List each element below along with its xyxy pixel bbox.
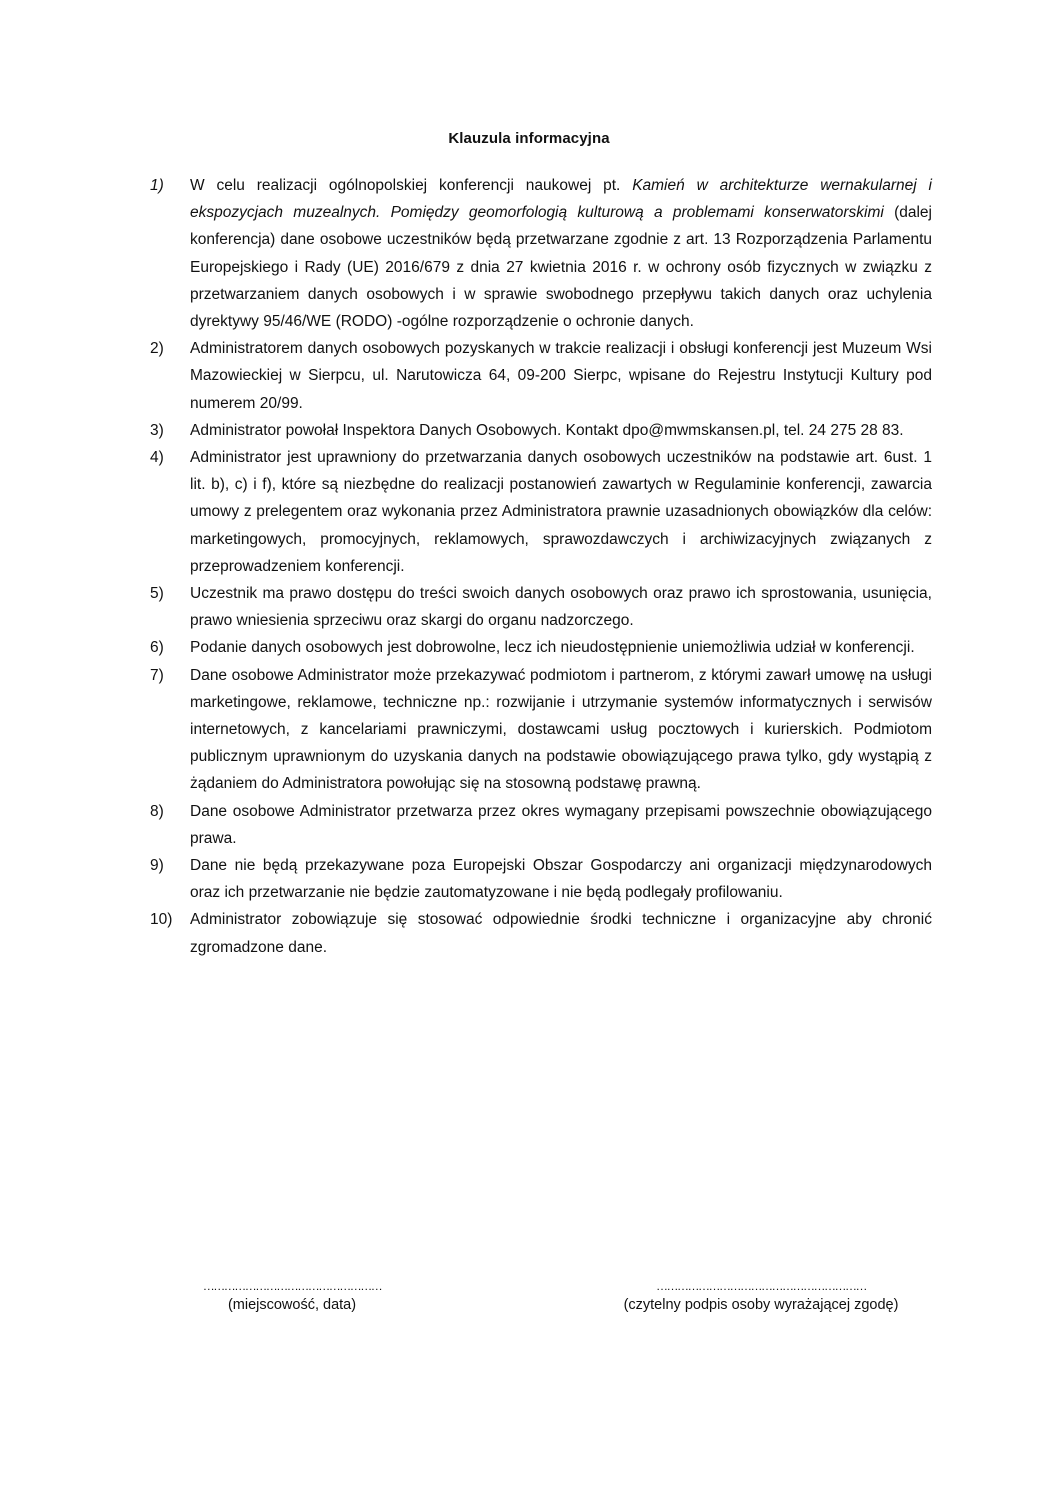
clause-text-segment: Administrator zobowiązuje się stosować odpowiednie środki techniczne i organizacyjne aby chronić zgromadzone dane. <box>190 911 932 956</box>
clause-item <box>150 444 932 580</box>
signature-line: …………………………………………… <box>202 1279 382 1293</box>
clause-text <box>190 444 932 580</box>
clause-text-segment: Uczestnik ma prawo dostępu do treści swoich danych osobowych oraz prawo ich sprostowania, usunięcia, prawo wniesienia sprzeciwu oraz skargi do organu nadzorczego. <box>190 585 932 630</box>
clause-text-segment: Administrator jest uprawniony do przetwarzania danych osobowych uczestników na podstawie art. 6ust. 1 lit. b), c) i f), które są niezbędne do realizacji postanowień zawartych w Regulaminie konferencji, zawarcia umowy z prelegentem oraz wykonania przez Administratora prawnie uzasadnionych obowiązków dla celów: marketingowych, promocyjnych, reklamowych, sprawozdawczych i archiwizacyjnych związanych z przeprowadzeniem konferencji. <box>190 449 932 575</box>
clause-text-segment: W celu realizacji ogólnopolskiej konferencji naukowej pt. <box>190 177 633 194</box>
clause-number: 2) <box>150 340 164 358</box>
clause-text <box>190 906 932 960</box>
clause-number: 4) <box>150 449 164 467</box>
clause-text <box>190 580 932 634</box>
clause-text <box>190 798 932 852</box>
clause-number: 9) <box>150 857 164 875</box>
clause-item <box>150 662 932 798</box>
clause-item <box>150 172 932 335</box>
signature-place-date <box>192 1279 392 1313</box>
clause-item <box>150 417 932 444</box>
clause-italic-text: Kamień w architekturze wernakularnej i ekspozycjach muzealnych. Pomiędzy geomorfologią kulturową a problemami konserwatorskimi <box>190 177 932 222</box>
clause-number: 6) <box>150 639 164 657</box>
clause-item <box>150 798 932 852</box>
clause-item <box>150 906 932 960</box>
clause-item <box>150 580 932 634</box>
signature-label: (czytelny podpis osoby wyrażającej zgodę) <box>623 1297 899 1313</box>
clause-item <box>150 634 932 661</box>
clause-number: 8) <box>150 802 164 820</box>
clause-text-segment: Administrator powołał Inspektora Danych Osobowych. Kontakt dpo@mwmskansen.pl, tel. 24 275 28 83. <box>190 421 904 439</box>
signature-label: (miejscowość, data) <box>227 1297 357 1313</box>
clause-text <box>190 634 932 661</box>
clause-text-segment: (dalej konferencja) dane osobowe uczestników będą przetwarzane zgodnie z art. 13 Rozporządzenia Parlamentu Europejskiego i Rady (UE) 2016/679 z dnia 27 kwietnia 2016 r. w ochrony osób fizycznych w związku z przetwarzaniem danych osobowych i w sprawie swobodnego przepływu takich danych oraz uchylenia dyrektywy 95/46/WE (RODO) -ogólne rozporządzenie o ochronie danych. <box>190 204 932 331</box>
clause-item <box>150 852 932 906</box>
clause-number: 5) <box>150 585 164 603</box>
clause-item <box>150 335 932 417</box>
signature-line: …………………………………………………… <box>656 1279 866 1293</box>
clause-list <box>150 172 932 961</box>
clause-text <box>190 335 932 417</box>
clause-text-segment: Administratorem danych osobowych pozyskanych w trakcie realizacji i obsługi konferencji jest Muzeum Wsi Mazowieckiej w Sierpcu, ul. Narutowicza 64, 09-200 Sierpc, wpisane do Rejestru Instytucji Kultury pod numerem 20/99. <box>190 340 932 412</box>
clause-number: 1) <box>150 177 164 194</box>
document-title: Klauzula informacyjna <box>448 130 610 147</box>
clause-number: 10) <box>150 911 173 929</box>
clause-text <box>190 172 932 335</box>
clause-number: 3) <box>150 421 164 439</box>
clause-text-segment: Dane osobowe Administrator przetwarza przez okres wymagany przepisami powszechnie obowiązującego prawa. <box>190 802 932 847</box>
clause-text <box>190 662 932 798</box>
clause-text-segment: Podanie danych osobowych jest dobrowolne, lecz ich nieudostępnienie uniemożliwia udział w konferencji. <box>190 639 915 657</box>
clause-number: 7) <box>150 666 164 684</box>
clause-text <box>190 852 932 906</box>
clause-text-segment: Dane nie będą przekazywane poza Europejski Obszar Gospodarczy ani organizacji międzynarodowych oraz ich przetwarzanie nie będzie zautomatyzowane i nie będą podlegały profilowaniu. <box>190 857 932 902</box>
signature-consent <box>600 1279 922 1313</box>
clause-text <box>190 417 932 444</box>
clause-text-segment: Dane osobowe Administrator może przekazywać podmiotom i partnerom, z którymi zawarł umowę na usługi marketingowe, reklamowe, techniczne np.: rozwijanie i utrzymanie systemów informatycznych i serwisów internetowych, z kancelariami prawniczymi, dostawcami usług pocztowych i kurierskich. Podmiotom publicznym uprawnionym do uzyskania danych na podstawie obowiązującego prawa tylko, gdy wystąpią z żądaniem do Administratora powołując się na stosowną podstawę prawną. <box>190 666 932 793</box>
